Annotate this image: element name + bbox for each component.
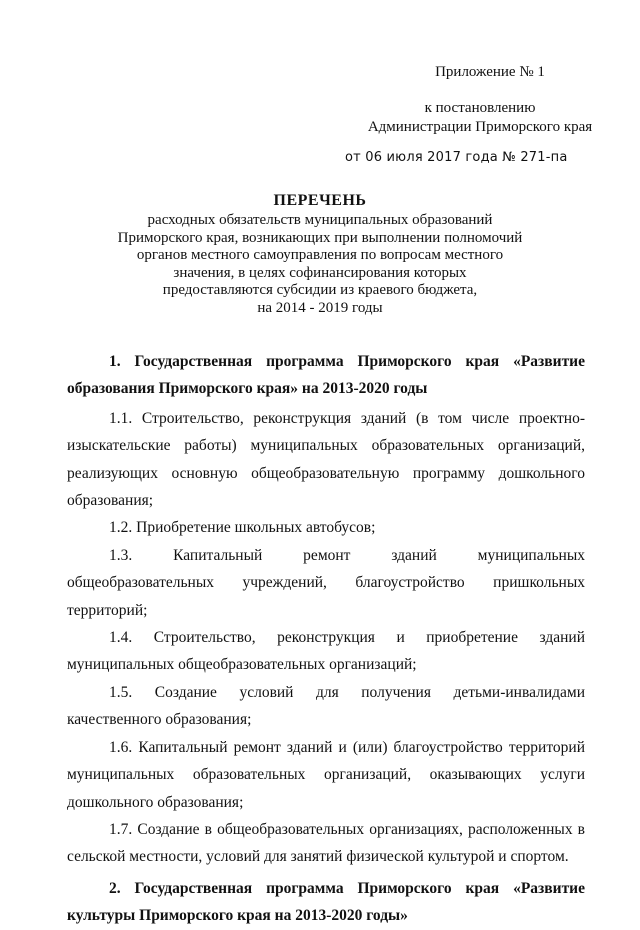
list-item: 1.4. Строительство, реконструкция и приобретение зданий муниципальных общеобразовательных организаций; (67, 629, 585, 674)
list-item: 1.2. Приобретение школьных автобусов; (109, 519, 376, 537)
list-item: 1.1. Строительство, реконструкция зданий (в том числе проектно-изыскательские работы) муниципальных образовательных организаций, реализующих основную общеобразовательную программу дошкольного образования; (67, 409, 585, 510)
list-item: 1.6. Капитальный ремонт зданий и (или) благоустройство территорий муниципальных образовательных организаций, оказывающих услуги дошкольного образования; (67, 738, 585, 811)
title-line: значения, в целях софинансирования которых (173, 264, 467, 281)
resolution-ref: к постановлению (424, 100, 536, 116)
title-line: предоставляются субсидии из краевого бюджета, (162, 282, 478, 298)
document-body (67, 348, 585, 930)
title-line: расходных обязательств муниципальных образований (147, 212, 493, 228)
list-item: 1.7. Создание в общеобразовательных организациях, расположенных в сельской местности, условий для занятий физической культурой и спортом. (67, 820, 585, 866)
list-item: 1.5. Создание условий для получения детьми-инвалидами качественного образования; (67, 683, 585, 729)
document-title (90, 192, 550, 317)
title-heading: ПЕРЕЧЕНЬ (273, 192, 367, 209)
section-heading-1: 1. Государственная программа Приморского края «Развитие образования Приморского края» на 2013-2020 годы (67, 353, 585, 398)
appendix-number: Приложение № 1 (435, 64, 545, 80)
administration-ref: Администрации Приморского края (367, 119, 593, 135)
title-line: на 2014 - 2019 годы (257, 299, 383, 316)
title-line: органов местного самоуправления по вопросам местного (136, 247, 504, 263)
resolution-date: от 06 июля 2017 года № 271-па (345, 150, 568, 165)
title-line: Приморского края, возникающих при выполнении полномочий (117, 229, 523, 246)
section-heading-2: 2. Государственная программа Приморского края «Развитие культуры Приморского края на 2013-2020 годы» (67, 879, 585, 925)
list-item: 1.3. Капитальный ремонт зданий муниципальных общеобразовательных учреждений, благоустройство пришкольных территорий; (67, 546, 585, 619)
